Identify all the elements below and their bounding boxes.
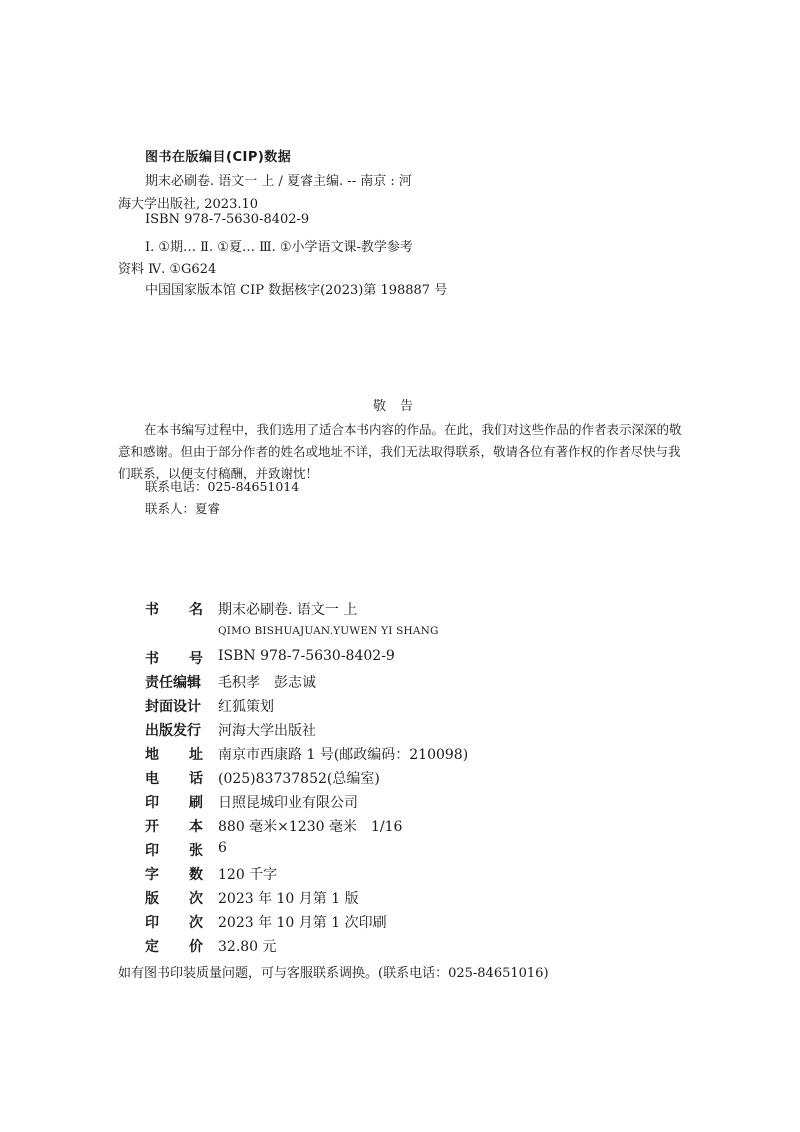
colophon-value: 6 xyxy=(218,840,227,856)
colophon-label: 出版发行 xyxy=(145,723,201,739)
colophon-label: 定 价 xyxy=(145,939,203,955)
colophon-label: 责任编辑 xyxy=(145,675,201,691)
colophon-label: 书 号 xyxy=(145,651,203,667)
colophon-value: 2023 年 10 月第 1 版 xyxy=(218,891,359,907)
colophon-value: 880 毫米×1230 毫米 1/16 xyxy=(218,819,403,835)
notice-phone: 联系电话：025-84651014 xyxy=(145,479,300,494)
colophon-value: 红狐策划 xyxy=(218,699,274,715)
colophon-label: 电 话 xyxy=(145,771,203,787)
colophon-label: 书 名 xyxy=(145,602,203,618)
colophon-label: 印 刷 xyxy=(145,795,203,811)
colophon-label: 开 本 xyxy=(145,819,203,835)
notice-paragraph: 在本书编写过程中，我们选用了适合本书内容的作品。在此，我们对这些作品的作者表示深深的敬意和感谢。但由于部分作者的姓名或地址不详，我们无法取得联系，敬请各位有著作权的作者尽快与我们联系，以便支付稿酬，并致谢忱！ xyxy=(118,422,682,481)
colophon-label: 印 次 xyxy=(145,915,203,931)
colophon-pinyin-title: QIMO BISHUAJUAN.YUWEN YI SHANG xyxy=(218,625,439,637)
cip-line-5: 资料 Ⅳ. ①G624 xyxy=(118,262,217,277)
cip-line-6: 中国国家版本馆 CIP 数据核字(2023)第 198887 号 xyxy=(145,283,448,298)
colophon-value: 2023 年 10 月第 1 次印刷 xyxy=(218,915,387,931)
colophon-value: 南京市西康路 1 号(邮政编码：210098) xyxy=(218,747,469,763)
notice-contact-person: 联系人：夏睿 xyxy=(145,501,221,516)
notice-heading: 敬告 xyxy=(372,399,427,414)
colophon-value: 期末必刷卷. 语文一 上 xyxy=(218,602,358,618)
colophon-value: ISBN 978-7-5630-8402-9 xyxy=(218,648,395,664)
colophon-value: 120 千字 xyxy=(218,867,278,883)
colophon-value: 32.80 元 xyxy=(218,939,277,955)
footer-note: 如有图书印装质量问题，可与客服联系调换。(联系电话：025-84651016) xyxy=(118,966,549,981)
colophon-value: 毛积孝 彭志诚 xyxy=(218,675,316,691)
cip-line-1: 期末必刷卷. 语文一 上 / 夏睿主编. -- 南京 : 河 xyxy=(145,174,412,189)
cip-line-4: Ⅰ. ①期… Ⅱ. ①夏… Ⅲ. ①小学语文课-教学参考 xyxy=(145,240,413,255)
colophon-label: 字 数 xyxy=(145,867,203,883)
colophon-label: 地 址 xyxy=(145,747,203,763)
cip-line-3: ISBN 978-7-5630-8402-9 xyxy=(145,212,310,227)
colophon-value: (025)83737852(总编室) xyxy=(218,771,380,787)
colophon-value: 日照昆城印业有限公司 xyxy=(218,795,358,811)
cip-title: 图书在版编目(CIP)数据 xyxy=(145,150,292,165)
colophon-label: 版 次 xyxy=(145,891,203,907)
colophon-label: 封面设计 xyxy=(145,699,201,715)
colophon-label: 印 张 xyxy=(145,843,203,859)
colophon-value: 河海大学出版社 xyxy=(218,723,316,739)
cip-line-2: 海大学出版社, 2023.10 xyxy=(118,197,259,212)
